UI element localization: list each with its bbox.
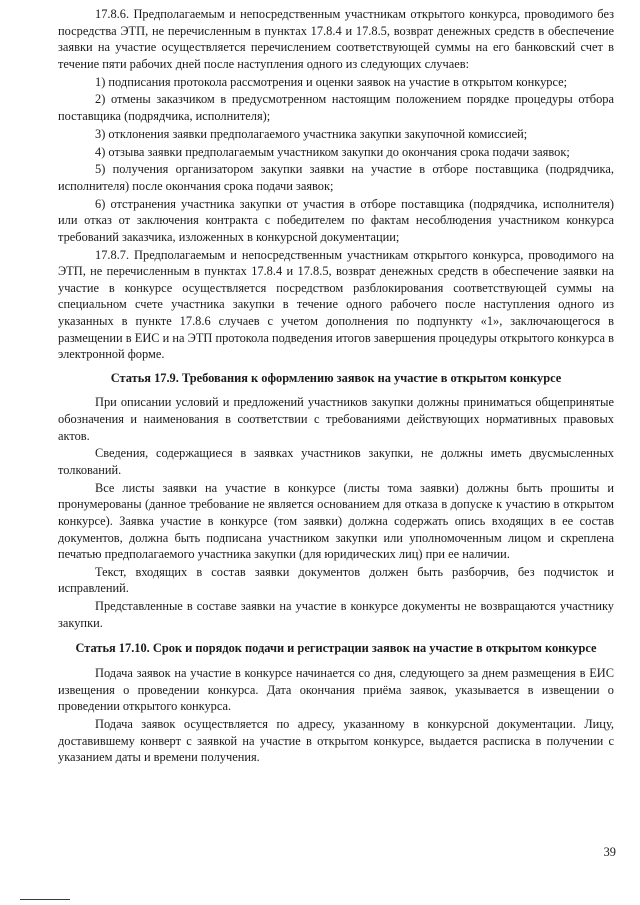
- list-item-2: 2) отмены заказчиком в предусмотренном настоящим положением порядке процедуры отбора поставщика (подрядчика, исполнителя);: [58, 92, 614, 123]
- section-heading-17-9: Статья 17.9. Требования к оформлению заявок на участие в открытом конкурсе: [110, 370, 562, 385]
- paragraph-17-8-6: 17.8.6. Предполагаемым и непосредственным участникам открытого конкурса, проводимого без посредства ЭТП, не перечисленным в пунктах 17.8.4 и 17.8.5, возврат денежных средств в обеспечение заявки на участие осуществляется перечислением соответствующей суммы на его банковский счет в течение пяти рабочих дней после наступления одного из следующих случаев:: [58, 7, 614, 71]
- list-item-4: 4) отзыва заявки предполагаемым участником закупки до окончания срока подачи заявок;: [95, 144, 570, 159]
- paragraph-17-9-2: Сведения, содержащиеся в заявках участников закупки, не должны иметь двусмысленных толкований.: [58, 446, 614, 477]
- section-heading-17-10: Статья 17.10. Срок и порядок подачи и регистрации заявок на участие в открытом конкурсе: [75, 641, 597, 656]
- list-item-1: 1) подписания протокола рассмотрения и оценки заявок на участие в открытом конкурсе;: [95, 74, 568, 89]
- paragraph-17-10-2: Подача заявок осуществляется по адресу, указанному в конкурсной документации. Лицу, доставившему конверт с заявкой на участие в открытом конкурсе, выдается расписка в получении с указанием даты и времени получения.: [58, 717, 614, 765]
- list-item-3: 3) отклонения заявки предполагаемого участника закупки закупочной комиссией;: [95, 126, 528, 141]
- document-page: [58, 6, 614, 766]
- paragraph-17-10-1: Подача заявок на участие в конкурсе начинается со дня, следующего за днем размещения в ЕИС извещения о проведении конкурса. Дата окончания приёма заявок, указывается в извещении о проведении открытого конкурса.: [58, 666, 614, 714]
- paragraph-17-9-4: Текст, входящих в состав заявки документов должен быть разборчив, без подчисток и исправлений.: [58, 564, 614, 596]
- paragraph-17-9-1: При описании условий и предложений участников закупки должны приниматься общепринятые обозначения и наименования в соответствии с требованиями действующих нормативных правовых актов.: [58, 395, 614, 443]
- page-number: 39: [603, 845, 616, 859]
- list-item-5: 5) получения организатором закупки заявки на участие в отборе поставщика (подрядчика, исполнителя) после окончания срока подачи заявок;: [58, 162, 614, 193]
- paragraph-17-9-3: Все листы заявки на участие в конкурсе (листы тома заявки) должны быть прошиты и пронумерованы (данное требование не является основанием для отказа в допуске к участию в открытом конкурсе). Заявка участие в конкурсе (том заявки) должна содержать опись входящих в ее состав документов, должна быть подписана участником закупки или уполномоченным лицом и скреплена печатью предполагаемого участника закупки (для юридических лиц) при ее наличии.: [58, 480, 614, 562]
- paragraph-17-9-5: Представленные в составе заявки на участие в конкурсе документы не возвращаются участнику закупки.: [58, 599, 614, 630]
- paragraph-17-8-7: 17.8.7. Предполагаемым и непосредственным участникам открытого конкурса, проводимого на ЭТП, не перечисленным в пунктах 17.8.4 и 17.8.5, возврат денежных средств в обеспечение заявки на участие в конкурсе осуществляется посредством разблокирования соответствующей суммы на специальном счете участника закупки в течение одного рабочего после наступления одного из указанных в пункте 17.8.6 случаев с учетом дополнения по подпункту «1», заключающегося в размещении в ЕИС и на ЭТП протокола подведения итогов завершения процедуры открытого конкурса в электронной форме.: [58, 247, 614, 362]
- list-item-6: 6) отстранения участника закупки от участия в отборе поставщика (подрядчика, исполнителя) или отказ от заключения контракта с победителем по фактам несоблюдения участником конкурса требований заказчика, изложенных в конкурсной документации;: [58, 196, 614, 244]
- footer-rule: [20, 899, 70, 900]
